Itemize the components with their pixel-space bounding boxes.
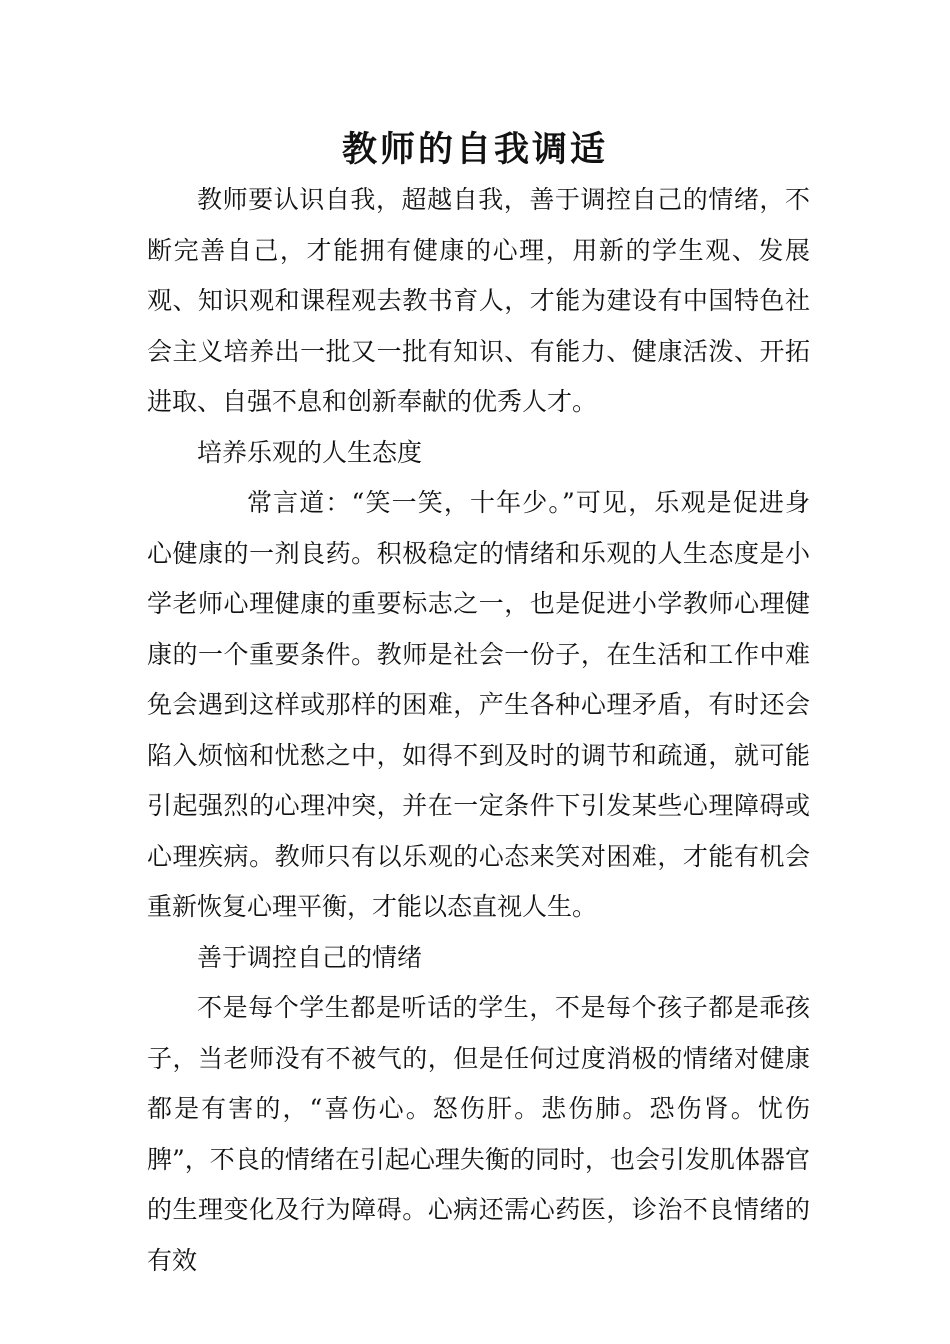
paragraph-emotion: 不是每个学生都是听话的学生，不是每个孩子都是乖孩子，当老师没有不被气的，但是任何过度消极的情绪对健康都是有害的，“喜伤心。怒伤肝。悲伤肺。恐伤肾。忧伤脾”，不良的情绪在引起心理失衡的同时，也会引发肌体器官的生理变化及行为障碍。心病还需心药医，诊治不良情绪的有效 — [147, 993, 810, 1275]
paragraph-intro: 教师要认识自我，超越自我，善于调控自己的情绪，不断完善自己，才能拥有健康的心理，用新的学生观、发展观、知识观和课程观去教书育人，才能为建设有中国特色社会主义培养出一批又一批有知识、有能力、健康活泼、开拓进取、自强不息和创新奉献的优秀人才。 — [147, 185, 810, 416]
section-heading-optimism: 培养乐观的人生态度 — [197, 437, 423, 467]
section-heading-emotion: 善于调控自己的情绪 — [197, 942, 423, 972]
document-title: 教师的自我调适 — [341, 129, 608, 170]
paragraph-optimism: 常言道：“笑一笑，十年少。”可见，乐观是促进身心健康的一剂良药。积极稳定的情绪和乐观的人生态度是小学老师心理健康的重要标志之一，也是促进小学教师心理健康的一个重要条件。教师是社会一份子，在生活和工作中难免会遇到这样或那样的困难，产生各种心理矛盾，有时还会陷入烦恼和忧愁之中，如得不到及时的调节和疏通，就可能引起强烈的心理冲突，并在一定条件下引发某些心理障碍或心理疾病。教师只有以乐观的心态来笑对困难，才能有机会重新恢复心理平衡，才能以态直视人生。 — [147, 488, 810, 921]
document-body — [147, 175, 810, 1286]
